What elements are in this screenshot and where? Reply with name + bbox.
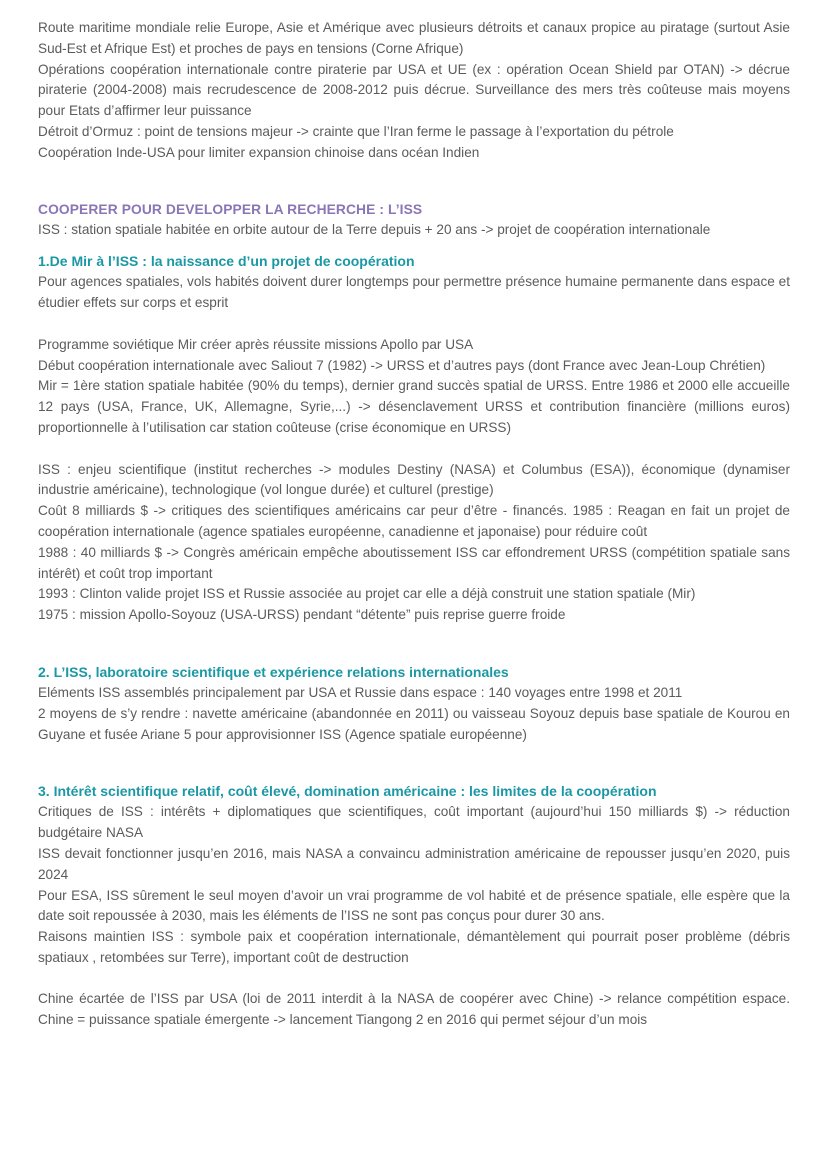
paragraph: 1993 : Clinton valide projet ISS et Russie associée au projet car elle a déjà construit une station spatiale (Mir) <box>38 586 696 602</box>
paragraph: Chine écartée de l’ISS par USA (loi de 2011 interdit à la NASA de coopérer avec Chine) -> relance compétition espace. Chine = puissance spatiale émergente -> lancement Tiangong 2 en 2016 qui permet séjour d’un mois <box>38 991 790 1028</box>
section-2-title: 2. L’ISS, laboratoire scientifique et expérience relations internationales <box>38 663 509 680</box>
paragraph: 2 moyens de s’y rendre : navette américaine (abandonnée en 2011) ou vaisseau Soyouz depuis base spatiale de Kourou en Guyane et fusée Ariane 5 pour approvisionner ISS (Agence spatiale européenne) <box>38 705 790 742</box>
main-heading: COOPERER POUR DEVELOPPER LA RECHERCHE : L’ISS <box>38 201 423 217</box>
paragraph: Critiques de ISS : intérêts + diplomatiques que scientifiques, coût important (aujourd’hui 150 milliards $) -> réduction budgétaire NASA <box>38 804 790 841</box>
paragraph: Opérations coopération internationale contre piraterie par USA et UE (ex : opération Ocean Shield par OTAN) -> décrue piraterie (2004-2008) mais recrudescence de 2008-2012 puis décrue. Surveillance des mers très coûteuse mais moyens pour Etats d’affirmer leur puissance <box>38 61 790 119</box>
paragraph: Eléments ISS assemblés principalement par USA et Russie dans espace : 140 voyages entre 1998 et 2011 <box>38 684 683 700</box>
paragraph: Coût 8 milliards $ -> critiques des scientifiques américains car peur d’être - financés. 1985 : Reagan en fait un projet de coopération internationale (agence spatiales européenne, canadienne et japonaise) pour réduire coût <box>38 503 790 539</box>
paragraph: Coopération Inde-USA pour limiter expansion chinoise dans océan Indien <box>38 144 480 160</box>
paragraph: Détroit d’Ormuz : point de tensions majeur -> crainte que l’Iran ferme le passage à l’exportation du pétrole <box>38 123 674 139</box>
paragraph: Raisons maintien ISS : symbole paix et coopération internationale, démantèlement qui pourrait poser problème (débris spatiaux , retombées sur Terre), important coût de destruction <box>38 929 790 965</box>
paragraph: Route maritime mondiale relie Europe, Asie et Amérique avec plusieurs détroits et canaux propice au piratage (surtout Asie Sud-Est et Afrique Est) et proches de pays en tensions (Corne Afrique) <box>38 20 790 56</box>
paragraph: Début coopération internationale avec Saliout 7 (1982) -> URSS et d’autres pays (dont France avec Jean-Loup Chrétien) <box>38 357 766 373</box>
paragraph: Pour ESA, ISS sûrement le seul moyen d’avoir un vrai programme de vol habité et de présence spatiale, elle espère que la date soit repoussée à 2030, mais les éléments de l’ISS ne sont pas conçus pour durer 30 ans. <box>38 887 790 924</box>
paragraph: 1975 : mission Apollo-Soyouz (USA-URSS) pendant “détente” puis reprise guerre froide <box>38 607 566 623</box>
paragraph: ISS : station spatiale habitée en orbite autour de la Terre depuis + 20 ans -> projet de coopération internationale <box>38 221 711 237</box>
paragraph: ISS devait fonctionner jusqu’en 2016, mais NASA a convaincu administration américaine de repousser jusqu’en 2020, puis 2024 <box>38 845 790 882</box>
paragraph: ISS : enjeu scientifique (institut recherches -> modules Destiny (NASA) et Columbus (ESA)), économique (dynamiser industrie américaine), technologique (vol longue durée) et culturel (prestige) <box>38 461 790 498</box>
section-1-title: 1.De Mir à l’ISS : la naissance d’un projet de coopération <box>38 253 415 270</box>
paragraph: Mir = 1ère station spatiale habitée (90% du temps), dernier grand succès spatial de URSS. Entre 1986 et 2000 elle accueille 12 pays (USA, France, UK, Allemagne, Syrie,...) -> désenclavement URSS et contribution financière (millions euros) proportionnelle à l’utilisation car station coûteuse (crise économique en URSS) <box>38 378 790 435</box>
paragraph: Programme soviétique Mir créer après réussite missions Apollo par USA <box>38 336 474 352</box>
document-content <box>38 18 790 1031</box>
paragraph: Pour agences spatiales, vols habités doivent durer longtemps pour permettre présence humaine permanente dans espace et étudier effets sur corps et esprit <box>38 274 790 311</box>
section-3-title: 3. Intérêt scientifique relatif, coût élevé, domination américaine : les limites de la coopération <box>38 783 657 800</box>
paragraph: 1988 : 40 milliards $ -> Congrès américain empêche aboutissement ISS car effondrement URSS (compétition spatiale sans intérêt) et coût trop important <box>38 544 790 581</box>
